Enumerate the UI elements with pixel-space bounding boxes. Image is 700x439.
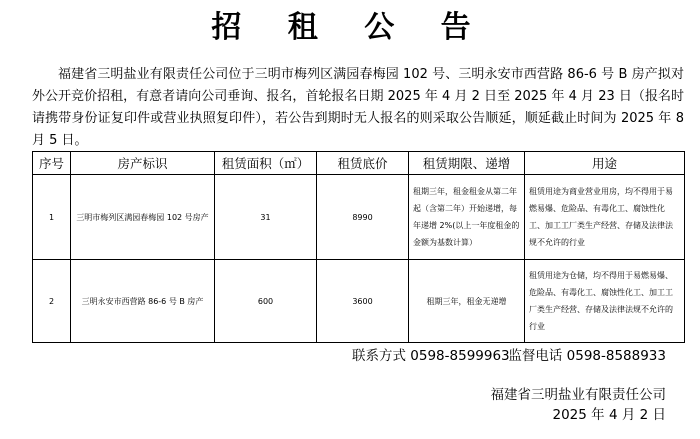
cell-price: 3600 xyxy=(317,260,409,343)
cell-area: 31 xyxy=(215,175,317,260)
cell-no: 2 xyxy=(33,260,71,343)
header-term: 租赁期限、递增 xyxy=(409,152,525,175)
table-row xyxy=(33,175,685,260)
table-row xyxy=(33,260,685,343)
supervision-phone: 监督电话 0598-8588933 xyxy=(508,348,666,364)
cell-term: 租期三年，租金租金从第二年起（含第二年）开始递增，每年递增 2%(以上一年度租金的金额为基数计算） xyxy=(409,175,525,260)
rental-table xyxy=(32,151,685,343)
footer-company: 福建省三明盐业有限责任公司 xyxy=(490,387,666,403)
cell-property: 三明永安市西营路 86-6 号 B 房产 xyxy=(71,260,215,343)
cell-price: 8990 xyxy=(317,175,409,260)
notice-intro: 福建省三明盐业有限责任公司位于三明市梅列区满园春梅园 102 号、三明永安市西营路 86-6 号 B 房产拟对外公开竞价招租，有意者请向公司垂询、报名，首轮报名日期 2025 年 4 月 2 日至 2025 年 4 月 23 日（报名时请携带身份证复印件或营业执照复印件），若公告到期时无人报名的则采取公告顺延，顺延截止时间为 2025 年 8 月 5 日。 xyxy=(32,67,684,148)
header-area: 租赁面积（㎡） xyxy=(215,152,317,175)
cell-area: 600 xyxy=(215,260,317,343)
header-no: 序号 xyxy=(33,152,71,175)
contact-phone: 联系方式 0598-8599963 xyxy=(352,348,510,364)
header-property: 房产标识 xyxy=(71,152,215,175)
page-title: 招 租 公 告 xyxy=(211,10,489,45)
cell-usage: 租赁用途为仓储，均不得用于易燃易爆、危险品、有毒化工、腐蚀性化工、加工工厂类生产经营、存储及法律法规不允许的行业 xyxy=(525,260,685,343)
footer-date: 2025 年 4 月 2 日 xyxy=(552,407,666,423)
header-price: 租赁底价 xyxy=(317,152,409,175)
cell-usage: 租赁用途为商业营业用房，均不得用于易燃易爆、危险品、有毒化工、腐蚀性化工、加工工厂类生产经营、存储及法律法规不允许的行业 xyxy=(525,175,685,260)
header-usage: 用途 xyxy=(525,152,685,175)
cell-term: 租期三年，租金无递增 xyxy=(409,260,525,343)
table-header-row xyxy=(33,152,685,175)
cell-no: 1 xyxy=(33,175,71,260)
cell-property: 三明市梅列区满园春梅园 102 号房产 xyxy=(71,175,215,260)
